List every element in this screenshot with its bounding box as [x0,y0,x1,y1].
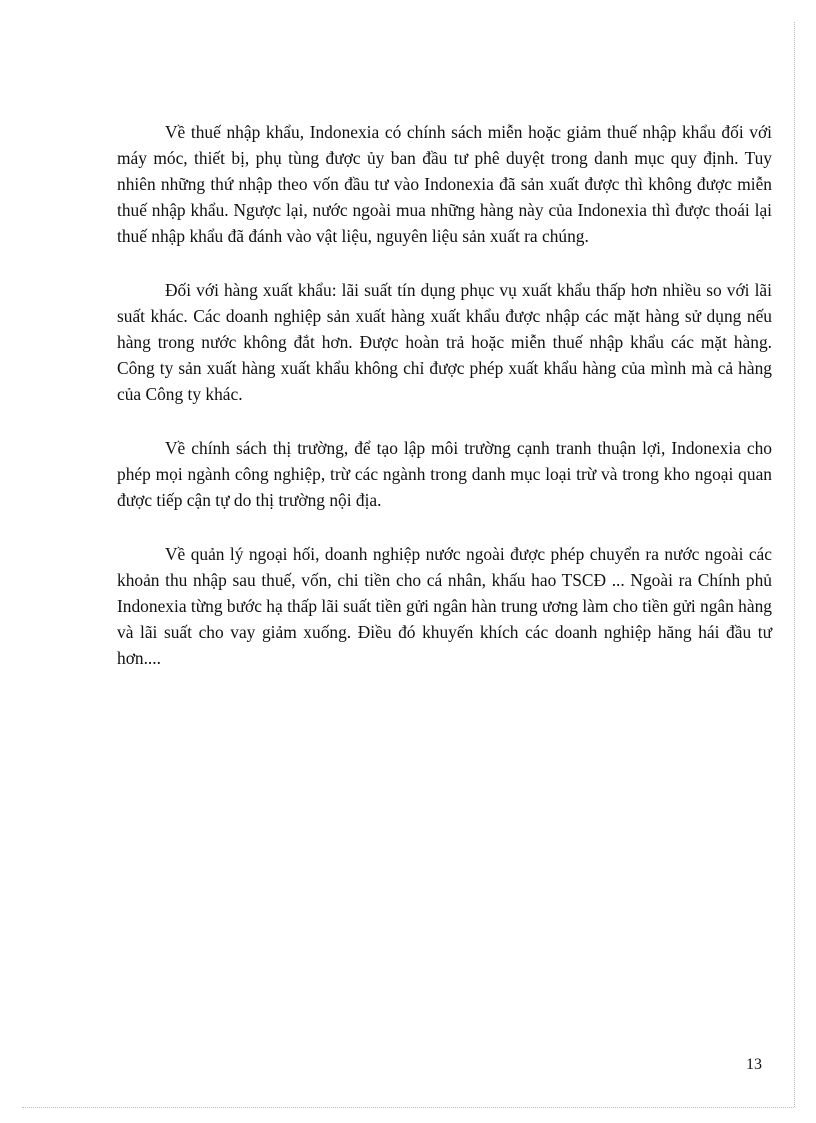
body-text [117,119,772,699]
paragraph-import-tax: Về thuế nhập khẩu, Indonexia có chính sách miễn hoặc giảm thuế nhập khẩu đối với máy móc, thiết bị, phụ tùng được ủy ban đầu tư phê duyệt trong danh mục quy định. Tuy nhiên những thứ nhập theo vốn đầu tư vào Indonexia đã sản xuất được thì không được miễn thuế nhập khẩu. Ngược lại, nước ngoài mua những hàng này của Indonexia thì được thoái lại thuế nhập khẩu đã đánh vào vật liệu, nguyên liệu sản xuất ra chúng. [117,122,772,246]
page-border-right [794,22,795,1107]
paragraph-export-goods: Đối với hàng xuất khẩu: lãi suất tín dụng phục vụ xuất khẩu thấp hơn nhiều so với lãi suất khác. Các doanh nghiệp sản xuất hàng xuất khẩu được nhập các mặt hàng sử dụng nếu hàng trong nước không đắt hơn. Được hoàn trả hoặc miễn thuế nhập khẩu các mặt hàng. Công ty sản xuất hàng xuất khẩu không chỉ được phép xuất khẩu hàng của mình mà cả hàng của Công ty khác. [117,280,772,404]
paragraph-foreign-exchange: Về quản lý ngoại hối, doanh nghiệp nước ngoài được phép chuyển ra nước ngoài các khoản thu nhập sau thuế, vốn, chi tiền cho cá nhân, khấu hao TSCĐ ... Ngoài ra Chính phủ Indonexia từng bước hạ thấp lãi suất tiền gửi ngân hàn trung ương làm cho tiền gửi ngân hàng và lãi suất cho vay giảm xuống. Điều đó khuyến khích các doanh nghiệp hăng hái đầu tư hơn.... [117,544,772,668]
page-border-bottom [22,1107,794,1108]
page-number: 13 [746,1056,762,1073]
paragraph-market-policy: Về chính sách thị trường, để tạo lập môi trường cạnh tranh thuận lợi, Indonexia cho phép mọi ngành công nghiệp, trừ các ngành trong danh mục loại trừ và trong kho ngoại quan được tiếp cận tự do thị trường nội địa. [117,438,772,510]
